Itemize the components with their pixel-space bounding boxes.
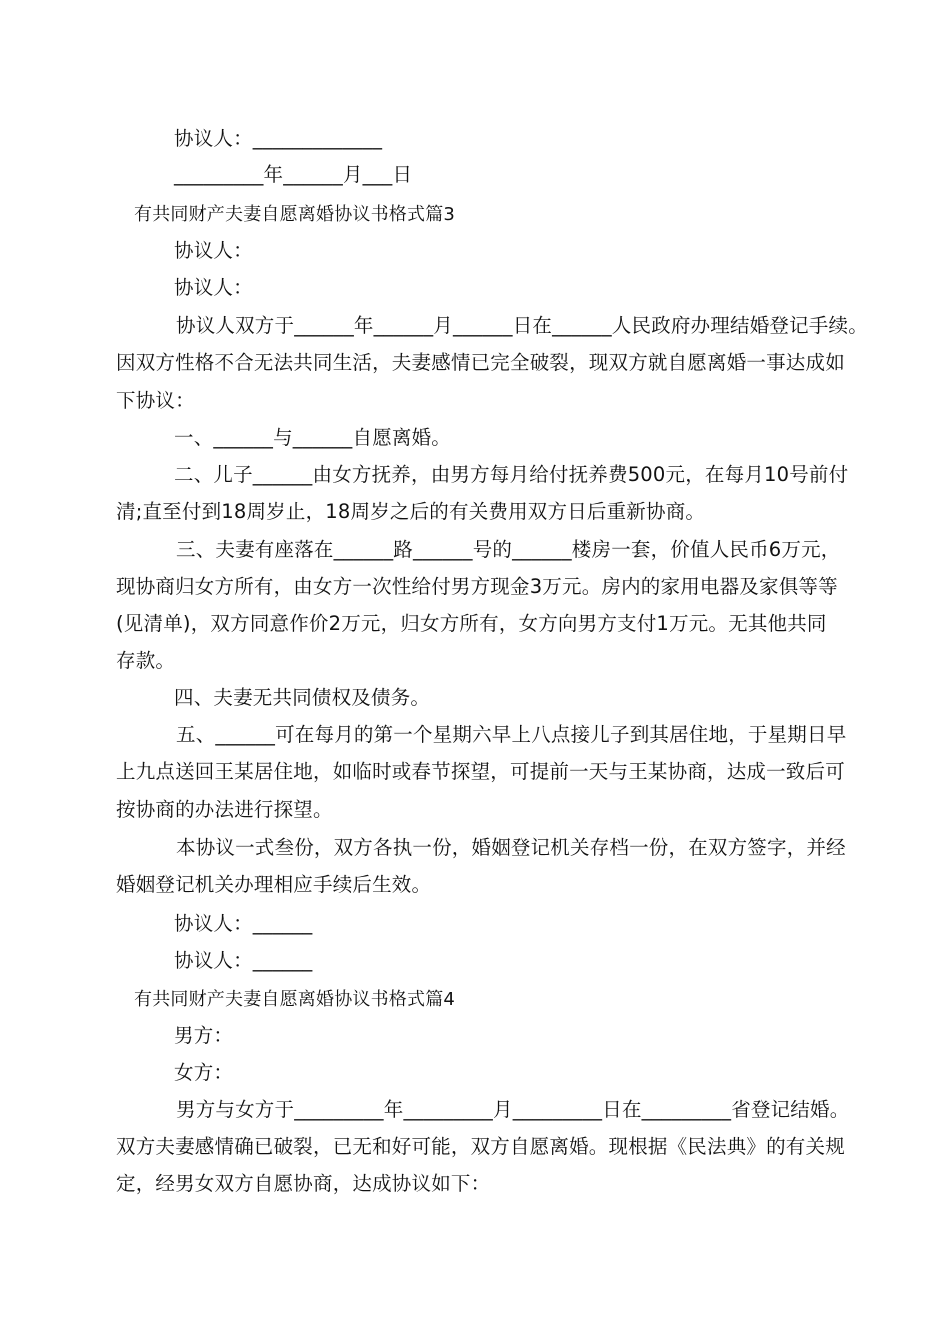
signatory-line: 协议人：______ bbox=[174, 912, 313, 935]
signatory-line: 协议人： bbox=[174, 276, 253, 299]
signatory-line: 协议人：______ bbox=[174, 949, 313, 972]
paragraph-line: 婚姻登记机关办理相应手续后生效。 bbox=[116, 873, 432, 896]
clause-line: 存款。 bbox=[116, 649, 176, 672]
clause-line: 二、儿子______由女方抚养，由男方每月给付抚养费500元，在每月10号前付 bbox=[174, 463, 849, 486]
clause-line: (见清单)，双方同意作价2万元，归女方所有，女方向男方支付1万元。无其他共同 bbox=[116, 612, 827, 635]
signatory-line: 协议人： bbox=[174, 239, 253, 262]
paragraph-line: 本协议一式叁份，双方各执一份，婚姻登记机关存档一份，在双方签字，并经 bbox=[176, 836, 846, 859]
signatory-line: 协议人：_____________ bbox=[174, 127, 383, 150]
clause-line: 现协商归女方所有，由女方一次性给付男方现金3万元。房内的家用电器及家俱等等 bbox=[116, 575, 838, 598]
party-line: 男方： bbox=[174, 1024, 234, 1047]
paragraph-line: 下协议： bbox=[116, 389, 195, 412]
party-line: 女方： bbox=[174, 1061, 234, 1084]
paragraph-line: 定，经男女双方自愿协商，达成协议如下： bbox=[116, 1172, 491, 1195]
paragraph-line: 双方夫妻感情确已破裂，已无和好可能，双方自愿离婚。现根据《民法典》的有关规 bbox=[116, 1135, 845, 1158]
date-line: _________年______月___日 bbox=[174, 163, 413, 186]
clause-line: 三、夫妻有座落在______路______号的______楼房一套，价值人民币6万元， bbox=[176, 538, 841, 561]
paragraph-line: 男方与女方于_________年_________月_________日在_________省登记结婚。 bbox=[176, 1098, 850, 1121]
clause-line: 五、______可在每月的第一个星期六早上八点接儿子到其居住地，于星期日早 bbox=[176, 723, 847, 746]
clause-line: 按协商的办法进行探望。 bbox=[116, 798, 333, 821]
section-title: 有共同财产夫妻自愿离婚协议书格式篇4 bbox=[134, 989, 456, 1010]
clause-line: 上九点送回王某居住地，如临时或春节探望，可提前一天与王某协商，达成一致后可 bbox=[116, 760, 845, 783]
paragraph-line: 因双方性格不合无法共同生活，夫妻感情已完全破裂，现双方就自愿离婚一事达成如 bbox=[116, 351, 845, 374]
paragraph-line: 协议人双方于______年______月______日在______人民政府办理结婚登记手续。 bbox=[176, 314, 868, 337]
clause-line: 一、______与______自愿离婚。 bbox=[174, 426, 452, 449]
clause-line: 清;直至付到18周岁止，18周岁之后的有关费用双方日后重新协商。 bbox=[116, 500, 706, 523]
clause-line: 四、夫妻无共同债权及债务。 bbox=[174, 686, 431, 709]
section-title: 有共同财产夫妻自愿离婚协议书格式篇3 bbox=[134, 204, 456, 225]
